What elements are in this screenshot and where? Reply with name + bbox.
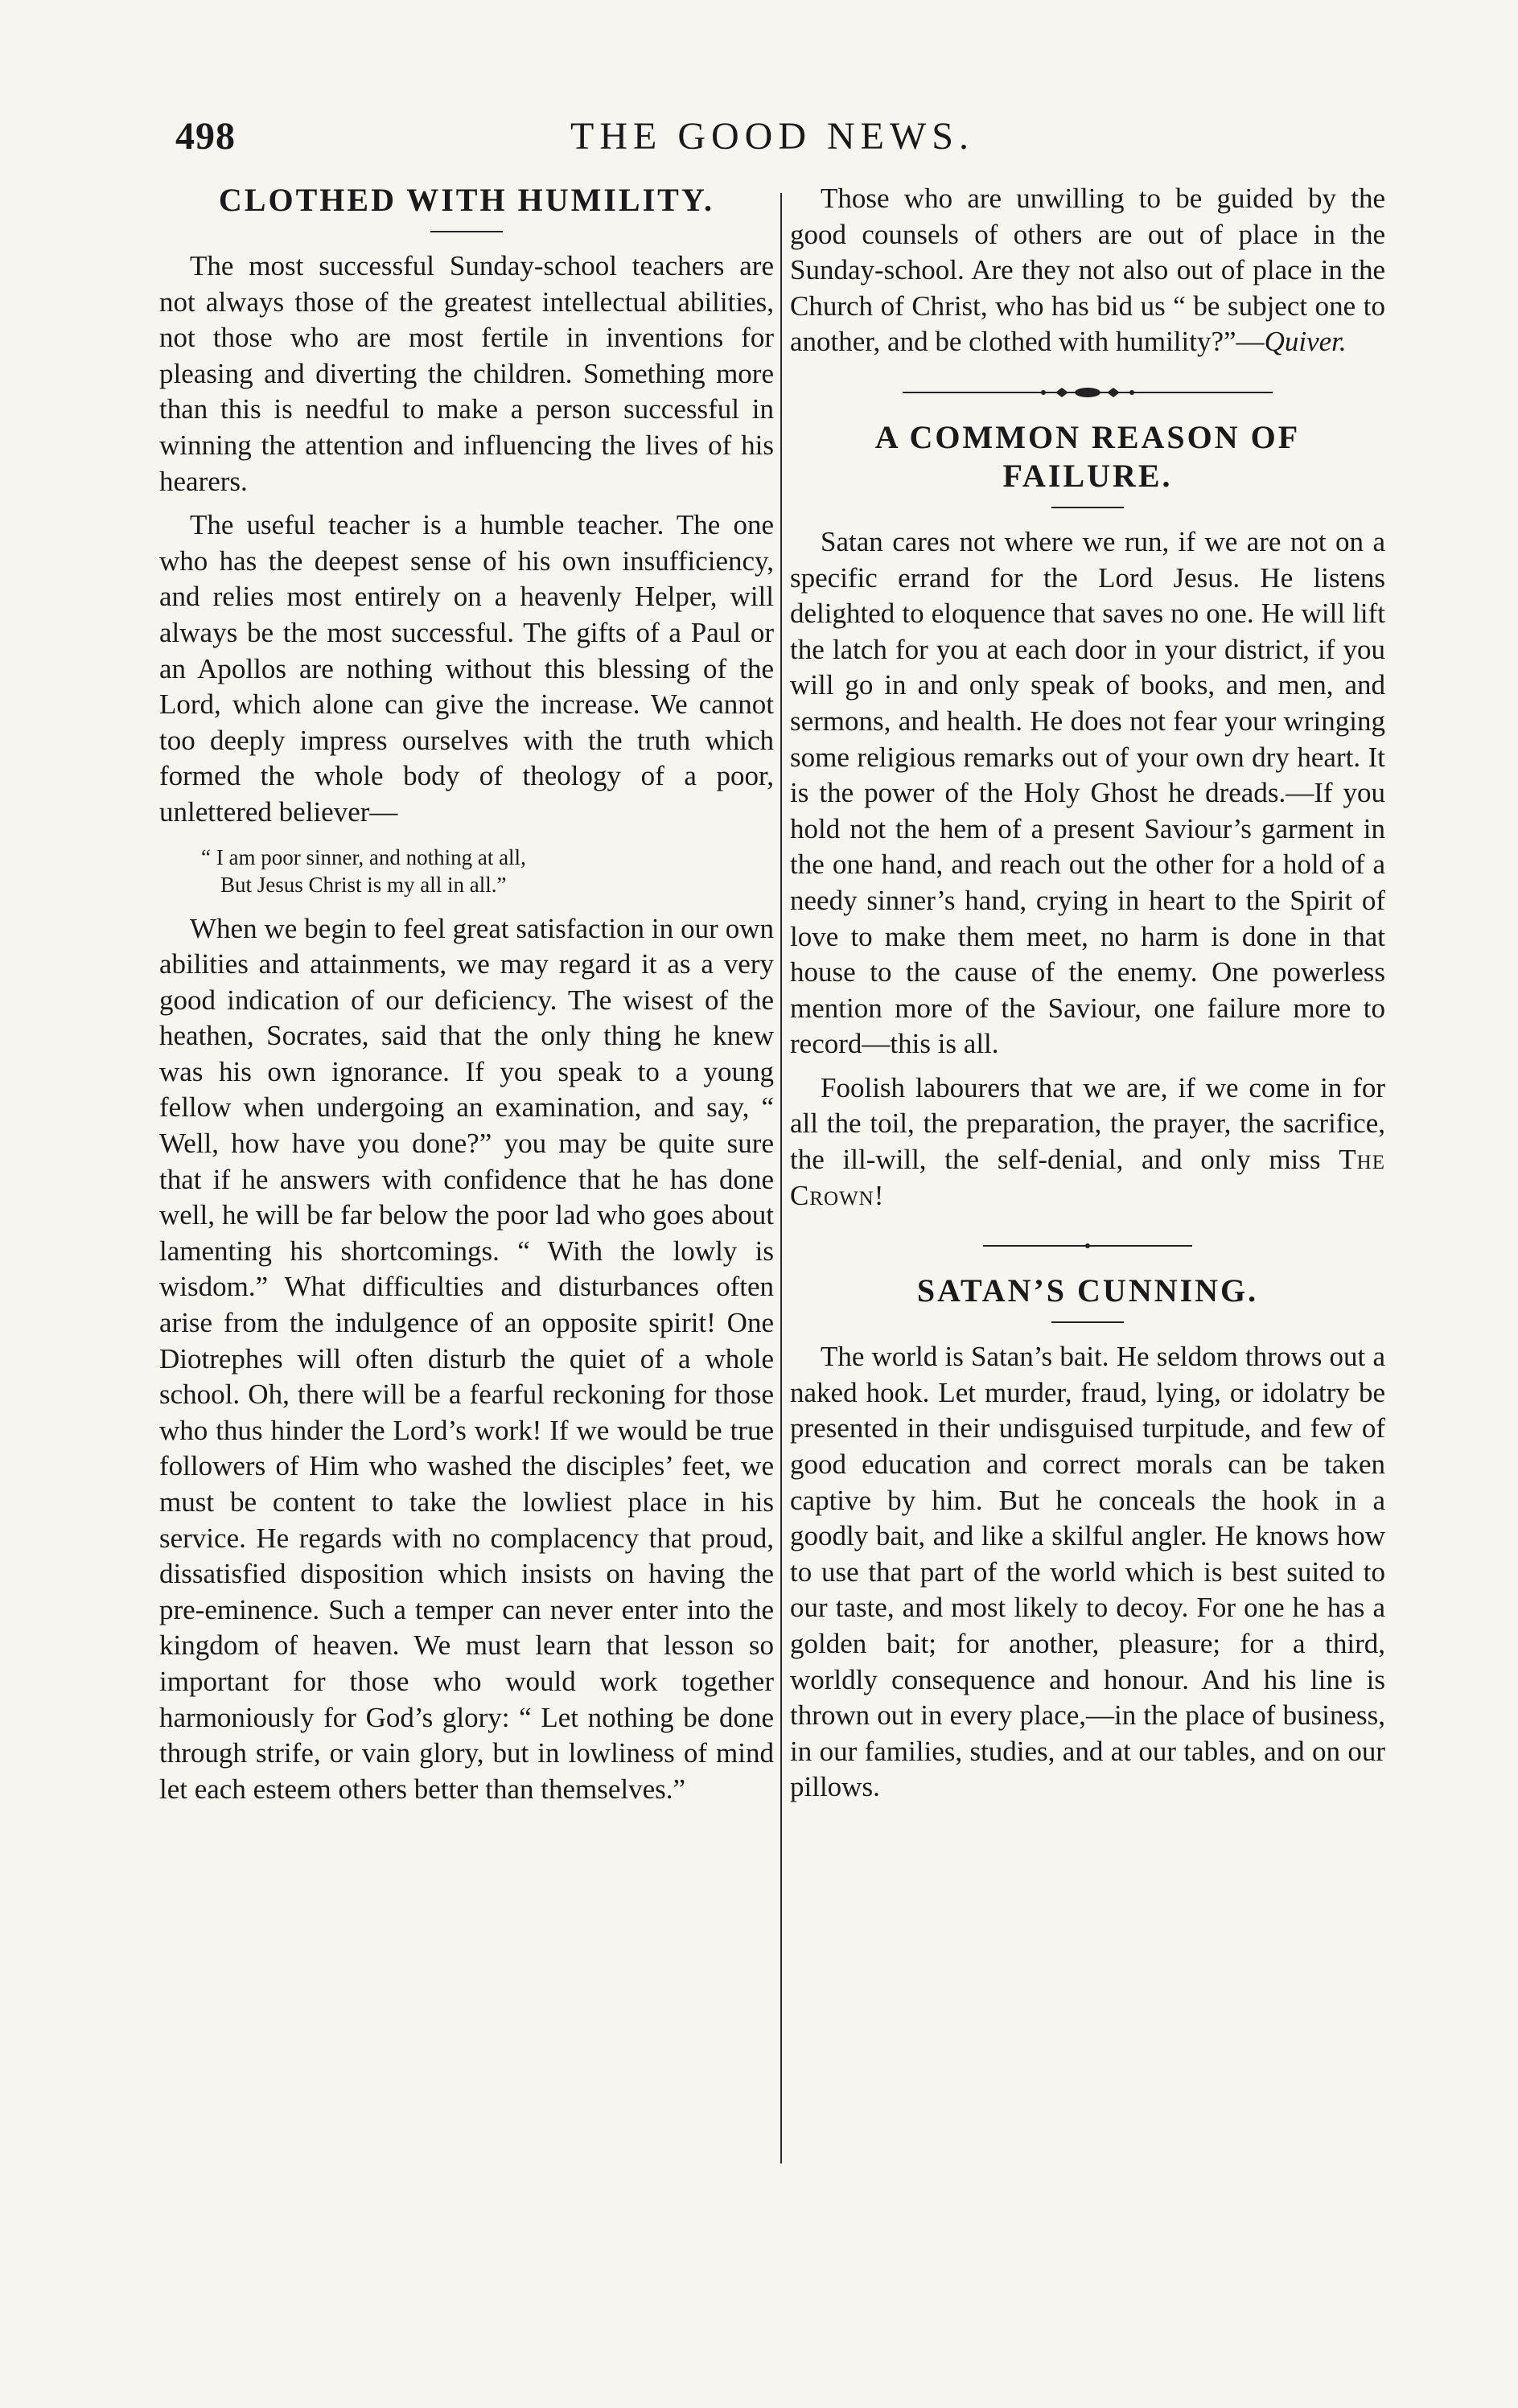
article-title-cunning: SATAN’S CUNNING.: [916, 1272, 1259, 1309]
article-paragraph: The world is Satan’s bait. He seldom throws out a naked hook. Let murder, fraud, lying, or idolatry be presented in their undisguised turpitude, and few of good education and correct morals can be taken captive by him. But he conceals the hook in a goodly bait, and like a skilful angler. He knows how to use that part of the world which is best suited to our taste, and most likely to decoy. For one he has a golden bait; for another, pleasure; for a third, worldly consequence and honour. And his line is thrown out in every place,—in the place of business, in our families, studies, and at our tables, and on our pillows.: [790, 1341, 1385, 1803]
page-header: [153, 114, 1392, 162]
running-title: THE GOOD NEWS.: [570, 115, 974, 158]
article-paragraph: [790, 1070, 1385, 1214]
article-paragraph: [790, 181, 1385, 360]
paragraph-text: Foolish labourers that we are, if we come in for all the toil, the preparation, the prayer, the sacrifice, the ill-will, the self-denial, and only miss: [790, 1071, 1385, 1176]
article-title-common-line1: A COMMON REASON OF: [874, 418, 1301, 455]
emphasis-text: The Crown!: [790, 1144, 1386, 1211]
title-rule: [1051, 507, 1124, 508]
verse-line: But Jesus Christ is my all in all.”: [220, 872, 507, 897]
page-number: 498: [175, 115, 236, 158]
article-paragraph: When we begin to feel great satisfaction in our own abilities and attainments, we may regard it as a very good indication of our deficiency. The wisest of the heathen, Socrates, said that the only thing he knew was his own ignorance. If you speak to a young fellow when undergoing an examination, and say, “ Well, how have you done?” you may be quite sure that if he answers with confidence that he has done well, he will be far below the poor lad who goes about lamenting his shortcomings. “ With the lowly is wisdom.” What difficulties and disturbances often arise from the indulgence of an opposite spirit! One Diotrephes will often disturb the quiet of a whole school. Oh, there will be a fearful reckoning for those who thus hinder the Lord’s work! If we would be true followers of Him who washed the disciples’ feet, we must be content to take the lowliest place in his service. He regards with no complacency that proud, dissatisfied disposition which insists on having the pre-eminence. Such a temper can never enter into the kingdom of heaven. We must learn that lesson so important for those who would work together harmoniously for God’s glory: “ Let nothing be done through strife, or vain glory, but in lowliness of mind let each esteem others better than themselves.”: [159, 912, 774, 1805]
source-attribution: Quiver.: [1264, 326, 1347, 358]
title-rule: [1051, 1321, 1124, 1323]
paragraph-text: Those who are unwilling to be guided by the good counsels of others are out of place in the Sunday-school. Are they not also out of place in the Church of Christ, who has bid us “ be subject one to another, and be clothed with humility?”—: [790, 183, 1385, 358]
quoted-verse: [159, 844, 774, 898]
right-column: [790, 181, 1385, 1806]
article-paragraph: The useful teacher is a humble teacher. The one who has the deepest sense of his own insufficiency, and relies most entirely on a heavenly Helper, will always be the most successful. The gifts of a Paul or an Apollos are nothing without this blessing of the Lord, which alone can give the increase. We cannot too deeply impress ourselves with the truth which formed the whole body of theology of a poor, unlettered believer—: [159, 509, 774, 828]
line-divider: [967, 1238, 1208, 1254]
verse-line: “ I am poor sinner, and nothing at all,: [201, 844, 526, 869]
left-column: [159, 181, 774, 1807]
ornamental-divider: [895, 384, 1281, 401]
article-paragraph: The most successful Sunday-school teachers are not always those of the greatest intellectual abilities, not those who are most fertile in inventions for pleasing and diverting the children. Something more than this is needful to make a person successful in winning the attention and influencing the lives of his hearers.: [159, 250, 774, 497]
article-title-clothed: CLOTHED WITH HUMILITY.: [218, 182, 715, 218]
column-divider: [780, 193, 782, 2164]
article-paragraph: Satan cares not where we run, if we are not on a specific errand for the Lord Jesus. He listens delighted to eloquence that saves no one. He will lift the latch for you at each door in your district, if you will go in and only speak of books, and men, and sermons, and health. He does not fear your wringing some religious remarks out of your own dry heart. It is the power of the Holy Ghost he dreads.—If you hold not the hem of a present Saviour’s garment in the one hand, and reach out the other for a hold of a needy sinner’s hand, crying in heart to the Spirit of love to make them meet, no harm is done in that house to the cause of the enemy. One powerless mention more of the Saviour, one failure more to record—this is all.: [790, 525, 1385, 1060]
title-rule: [430, 231, 503, 232]
article-title-common-line2: FAILURE.: [1002, 457, 1173, 494]
